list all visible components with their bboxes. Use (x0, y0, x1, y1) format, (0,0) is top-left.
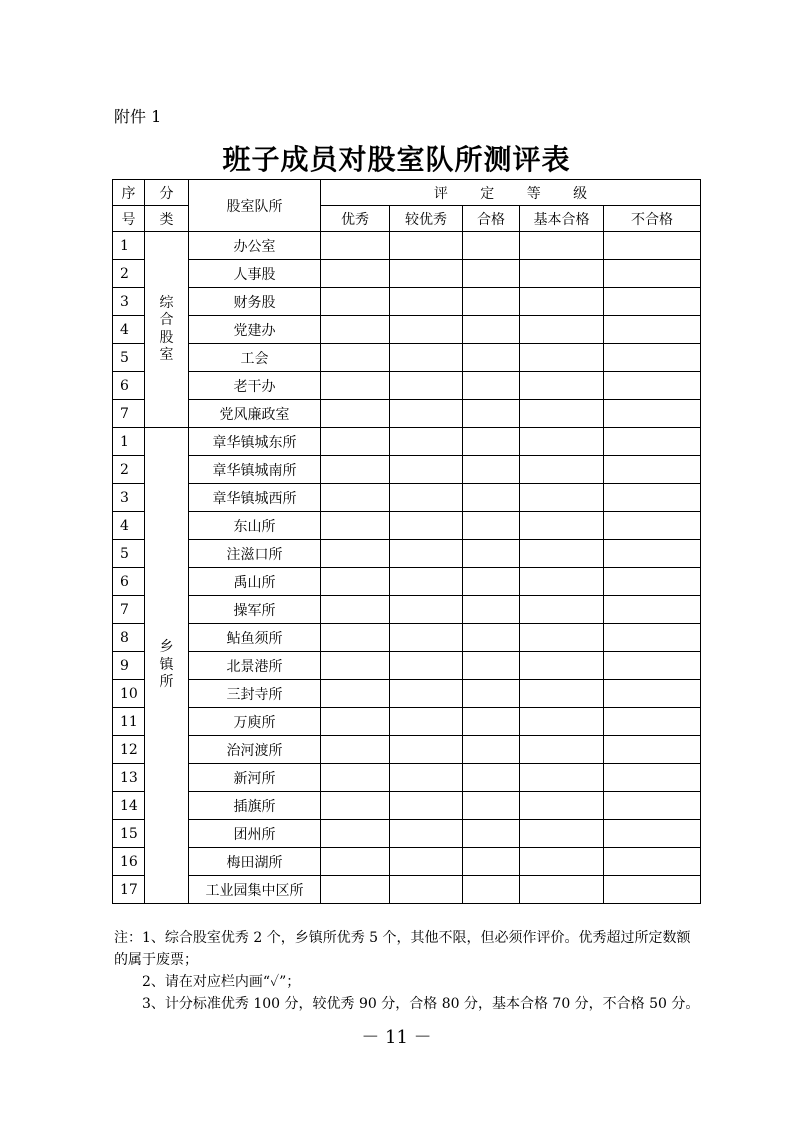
category-cell (145, 428, 189, 904)
rating-cell-excellent[interactable] (321, 708, 390, 736)
table-row (113, 372, 701, 400)
rating-cell-pass[interactable] (463, 512, 520, 540)
table-row (113, 344, 701, 372)
rating-cell-pass[interactable] (463, 540, 520, 568)
rating-cell-basic-pass[interactable] (520, 540, 604, 568)
unit-name: 禹山所 (189, 568, 321, 596)
rating-cell-good[interactable] (390, 540, 463, 568)
table-row (113, 596, 701, 624)
rating-cell-good[interactable] (390, 596, 463, 624)
rating-cell-good[interactable] (390, 848, 463, 876)
table-row (113, 624, 701, 652)
rating-header-pass: 合格 (463, 206, 520, 232)
rating-header-basic-pass: 基本合格 (520, 206, 604, 232)
row-number: 2 (113, 456, 145, 484)
rating-cell-fail[interactable] (604, 288, 701, 316)
rating-cell-excellent[interactable] (321, 596, 390, 624)
unit-name: 北景港所 (189, 652, 321, 680)
table-row (113, 708, 701, 736)
evaluation-table (112, 179, 701, 904)
rating-cell-good[interactable] (390, 512, 463, 540)
rating-cell-excellent[interactable] (321, 820, 390, 848)
unit-name: 治河渡所 (189, 736, 321, 764)
unit-name: 工业园集中区所 (189, 876, 321, 904)
table-row (113, 792, 701, 820)
rating-cell-fail[interactable] (604, 316, 701, 344)
rating-cell-good[interactable] (390, 736, 463, 764)
unit-name: 老干办 (189, 372, 321, 400)
rating-cell-good[interactable] (390, 624, 463, 652)
rating-cell-basic-pass[interactable] (520, 680, 604, 708)
rating-cell-fail[interactable] (604, 456, 701, 484)
rating-cell-good[interactable] (390, 456, 463, 484)
rating-cell-pass[interactable] (463, 624, 520, 652)
rating-cell-excellent[interactable] (321, 848, 390, 876)
category-header-bottom: 类 (145, 206, 189, 232)
table-row (113, 764, 701, 792)
rating-cell-pass[interactable] (463, 848, 520, 876)
rating-cell-good[interactable] (390, 316, 463, 344)
rating-cell-fail[interactable] (604, 792, 701, 820)
page-number: － 11 － (361, 1027, 432, 1048)
rating-cell-good[interactable] (390, 820, 463, 848)
row-number: 9 (113, 652, 145, 680)
rating-cell-excellent[interactable] (321, 456, 390, 484)
rating-cell-good[interactable] (390, 792, 463, 820)
row-number: 16 (113, 848, 145, 876)
rating-cell-basic-pass[interactable] (520, 764, 604, 792)
rating-cell-fail[interactable] (604, 876, 701, 904)
rating-cell-pass[interactable] (463, 344, 520, 372)
table-row (113, 540, 701, 568)
rating-cell-excellent[interactable] (321, 344, 390, 372)
rating-cell-fail[interactable] (604, 652, 701, 680)
rating-cell-fail[interactable] (604, 568, 701, 596)
rating-cell-excellent[interactable] (321, 876, 390, 904)
row-number: 13 (113, 764, 145, 792)
rating-cell-pass[interactable] (463, 764, 520, 792)
row-number: 7 (113, 596, 145, 624)
rating-cell-pass[interactable] (463, 232, 520, 260)
rating-cell-excellent[interactable] (321, 652, 390, 680)
seq-header-top: 序 (113, 180, 145, 206)
table-row (113, 848, 701, 876)
rating-cell-pass[interactable] (463, 876, 520, 904)
rating-cell-basic-pass[interactable] (520, 708, 604, 736)
rating-cell-pass[interactable] (463, 708, 520, 736)
rating-cell-basic-pass[interactable] (520, 624, 604, 652)
unit-name: 办公室 (189, 232, 321, 260)
rating-cell-pass[interactable] (463, 568, 520, 596)
rating-cell-excellent[interactable] (321, 484, 390, 512)
rating-cell-pass[interactable] (463, 316, 520, 344)
row-number: 14 (113, 792, 145, 820)
rating-cell-pass[interactable] (463, 652, 520, 680)
row-number: 10 (113, 680, 145, 708)
rating-cell-excellent[interactable] (321, 568, 390, 596)
row-number: 11 (113, 708, 145, 736)
row-number: 7 (113, 400, 145, 428)
rating-cell-basic-pass[interactable] (520, 736, 604, 764)
rating-cell-excellent[interactable] (321, 624, 390, 652)
category-header-top: 分 (145, 180, 189, 206)
rating-cell-pass[interactable] (463, 428, 520, 456)
rating-cell-pass[interactable] (463, 680, 520, 708)
rating-group-header (321, 180, 701, 206)
row-number: 1 (113, 232, 145, 260)
table-row (113, 680, 701, 708)
note-line-3: 3、计分标准优秀 100 分，较优秀 90 分，合格 80 分，基本合格 70 分，不合格 50 分。 (142, 996, 700, 1012)
rating-cell-excellent[interactable] (321, 316, 390, 344)
rating-cell-basic-pass[interactable] (520, 512, 604, 540)
row-number: 4 (113, 512, 145, 540)
table-row (113, 736, 701, 764)
rating-cell-basic-pass[interactable] (520, 344, 604, 372)
rating-header-good: 较优秀 (390, 206, 463, 232)
rating-cell-fail[interactable] (604, 736, 701, 764)
rating-cell-good[interactable] (390, 260, 463, 288)
note-line-2: 2、请在对应栏内画“✓”； (142, 974, 301, 990)
note-line-1: 注：1、综合股室优秀 2 个，乡镇所优秀 5 个，其他不限，但必须作评价。优秀超过所定数额的属于废票； (114, 930, 691, 968)
rating-cell-good[interactable] (390, 288, 463, 316)
category-cell (145, 232, 189, 428)
rating-cell-basic-pass[interactable] (520, 288, 604, 316)
rating-cell-basic-pass[interactable] (520, 596, 604, 624)
table-row (113, 652, 701, 680)
table-row (113, 568, 701, 596)
row-number: 5 (113, 540, 145, 568)
rating-cell-pass[interactable] (463, 288, 520, 316)
row-number: 12 (113, 736, 145, 764)
rating-cell-fail[interactable] (604, 820, 701, 848)
rating-cell-fail[interactable] (604, 484, 701, 512)
table-row (113, 512, 701, 540)
unit-name: 梅田湖所 (189, 848, 321, 876)
table-row (113, 400, 701, 428)
unit-name: 注滋口所 (189, 540, 321, 568)
unit-name: 党风廉政室 (189, 400, 321, 428)
table-row (113, 288, 701, 316)
rating-cell-pass[interactable] (463, 400, 520, 428)
row-number: 6 (113, 568, 145, 596)
unit-name: 三封寺所 (189, 680, 321, 708)
unit-name: 鲇鱼须所 (189, 624, 321, 652)
rating-cell-excellent[interactable] (321, 680, 390, 708)
unit-name: 章华镇城东所 (189, 428, 321, 456)
rating-cell-basic-pass[interactable] (520, 232, 604, 260)
rating-cell-excellent[interactable] (321, 792, 390, 820)
rating-cell-excellent[interactable] (321, 764, 390, 792)
rating-cell-good[interactable] (390, 680, 463, 708)
unit-name: 团州所 (189, 820, 321, 848)
table-row (113, 484, 701, 512)
unit-name: 人事股 (189, 260, 321, 288)
table-row (113, 876, 701, 904)
unit-name: 东山所 (189, 512, 321, 540)
rating-cell-fail[interactable] (604, 372, 701, 400)
rating-cell-basic-pass[interactable] (520, 568, 604, 596)
unit-name: 章华镇城西所 (189, 484, 321, 512)
rating-cell-good[interactable] (390, 876, 463, 904)
rating-cell-excellent[interactable] (321, 372, 390, 400)
rating-cell-fail[interactable] (604, 764, 701, 792)
rating-cell-excellent[interactable] (321, 736, 390, 764)
rating-cell-basic-pass[interactable] (520, 848, 604, 876)
rating-cell-fail[interactable] (604, 708, 701, 736)
rating-cell-pass[interactable] (463, 456, 520, 484)
rating-cell-fail[interactable] (604, 596, 701, 624)
row-number: 17 (113, 876, 145, 904)
rating-cell-fail[interactable] (604, 680, 701, 708)
rating-cell-pass[interactable] (463, 736, 520, 764)
category-label: 综 合 股 室 (159, 294, 174, 363)
row-number: 3 (113, 484, 145, 512)
rating-cell-good[interactable] (390, 764, 463, 792)
seq-header-bottom: 号 (113, 206, 145, 232)
table-row (113, 428, 701, 456)
rating-cell-pass[interactable] (463, 484, 520, 512)
rating-cell-fail[interactable] (604, 260, 701, 288)
rating-cell-good[interactable] (390, 344, 463, 372)
rating-cell-good[interactable] (390, 428, 463, 456)
rating-cell-fail[interactable] (604, 400, 701, 428)
rating-cell-good[interactable] (390, 652, 463, 680)
rating-cell-basic-pass[interactable] (520, 428, 604, 456)
rating-cell-good[interactable] (390, 484, 463, 512)
rating-cell-pass[interactable] (463, 596, 520, 624)
row-number: 8 (113, 624, 145, 652)
unit-name: 插旗所 (189, 792, 321, 820)
rating-cell-good[interactable] (390, 708, 463, 736)
rating-cell-basic-pass[interactable] (520, 484, 604, 512)
rating-cell-excellent[interactable] (321, 400, 390, 428)
rating-group-label: 评 定 等 级 (433, 185, 602, 202)
rating-cell-excellent[interactable] (321, 260, 390, 288)
row-number: 4 (113, 316, 145, 344)
rating-cell-excellent[interactable] (321, 288, 390, 316)
row-number: 3 (113, 288, 145, 316)
rating-cell-pass[interactable] (463, 792, 520, 820)
row-number: 1 (113, 428, 145, 456)
page-title: 班子成员对股室队所测评表 (222, 143, 571, 176)
rating-cell-fail[interactable] (604, 232, 701, 260)
row-number: 5 (113, 344, 145, 372)
unit-name: 党建办 (189, 316, 321, 344)
table-row (113, 232, 701, 260)
row-number: 15 (113, 820, 145, 848)
rating-cell-excellent[interactable] (321, 540, 390, 568)
rating-cell-good[interactable] (390, 400, 463, 428)
unit-name: 章华镇城南所 (189, 456, 321, 484)
rating-cell-fail[interactable] (604, 512, 701, 540)
unit-name: 操军所 (189, 596, 321, 624)
rating-cell-pass[interactable] (463, 260, 520, 288)
rating-header-excellent: 优秀 (321, 206, 390, 232)
rating-cell-fail[interactable] (604, 624, 701, 652)
rating-cell-basic-pass[interactable] (520, 372, 604, 400)
category-label: 乡 镇 所 (159, 639, 174, 691)
attachment-label: 附件 1 (114, 107, 162, 126)
unit-name: 工会 (189, 344, 321, 372)
rating-cell-basic-pass[interactable] (520, 876, 604, 904)
rating-cell-fail[interactable] (604, 540, 701, 568)
rating-cell-fail[interactable] (604, 344, 701, 372)
table-row (113, 456, 701, 484)
rating-cell-good[interactable] (390, 232, 463, 260)
notes (114, 927, 704, 1015)
table-row (113, 820, 701, 848)
rating-cell-excellent[interactable] (321, 428, 390, 456)
unit-header: 股室队所 (189, 180, 321, 232)
rating-cell-basic-pass[interactable] (520, 652, 604, 680)
table-row (113, 316, 701, 344)
rating-cell-basic-pass[interactable] (520, 820, 604, 848)
rating-cell-basic-pass[interactable] (520, 316, 604, 344)
rating-cell-fail[interactable] (604, 428, 701, 456)
rating-cell-basic-pass[interactable] (520, 456, 604, 484)
rating-cell-basic-pass[interactable] (520, 400, 604, 428)
unit-name: 新河所 (189, 764, 321, 792)
rating-cell-good[interactable] (390, 372, 463, 400)
rating-cell-basic-pass[interactable] (520, 260, 604, 288)
unit-name: 财务股 (189, 288, 321, 316)
table-row (113, 260, 701, 288)
rating-cell-basic-pass[interactable] (520, 792, 604, 820)
rating-cell-fail[interactable] (604, 848, 701, 876)
row-number: 2 (113, 260, 145, 288)
unit-name: 万庾所 (189, 708, 321, 736)
rating-cell-good[interactable] (390, 568, 463, 596)
rating-cell-pass[interactable] (463, 372, 520, 400)
rating-cell-excellent[interactable] (321, 232, 390, 260)
rating-header-fail: 不合格 (604, 206, 701, 232)
row-number: 6 (113, 372, 145, 400)
rating-cell-pass[interactable] (463, 820, 520, 848)
rating-cell-excellent[interactable] (321, 512, 390, 540)
